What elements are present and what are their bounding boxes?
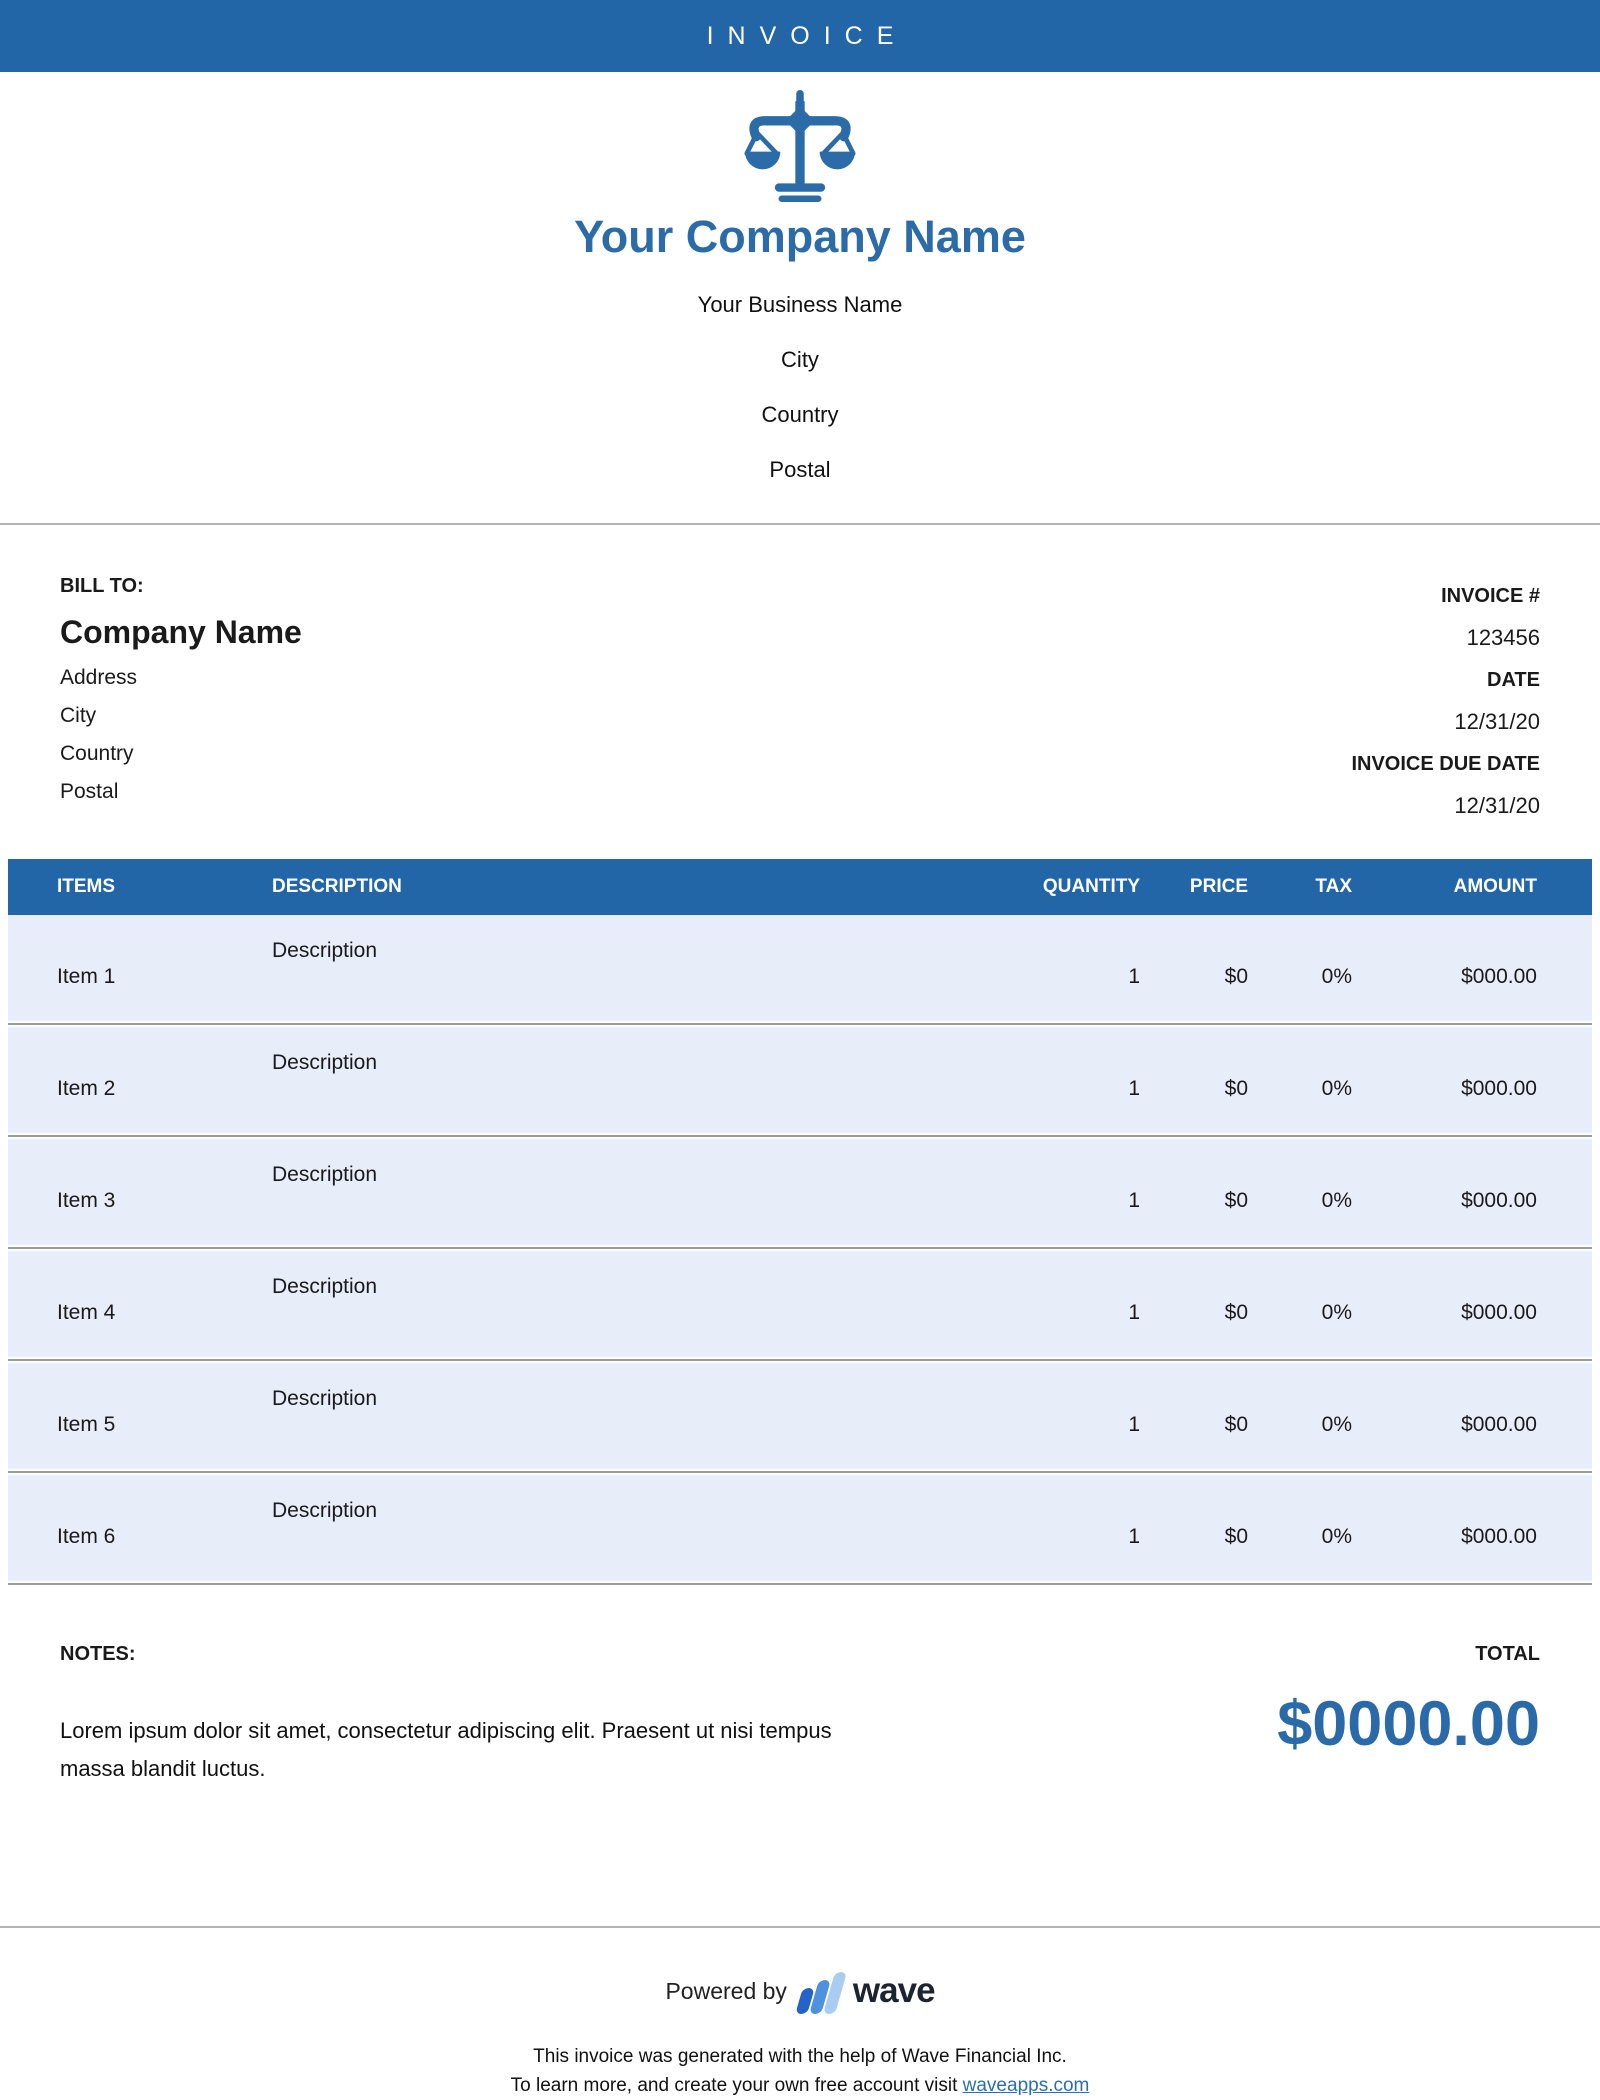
items-table — [8, 859, 1592, 1587]
row-item: Item 5 — [57, 1413, 116, 1436]
row-separator — [8, 1133, 1592, 1139]
table-row — [8, 1139, 1592, 1245]
powered-by-label: Powered by — [665, 1977, 787, 2004]
row-amount: $000.00 — [1461, 1189, 1537, 1212]
col-header-description: DESCRIPTION — [272, 876, 402, 897]
table-row — [8, 1251, 1592, 1357]
col-header-tax: TAX — [1315, 876, 1352, 897]
notes-text: Lorem ipsum dolor sit amet, consectetur adipiscing elit. Praesent ut nisi tempus massa blandit luctus. — [60, 1718, 832, 1781]
wave-logo-icon — [799, 1972, 841, 2014]
footer-divider — [0, 1926, 1600, 1928]
billing-section — [0, 525, 1600, 827]
row-separator — [8, 1469, 1592, 1475]
row-price: $0 — [1224, 1077, 1248, 1100]
row-price: $0 — [1224, 1301, 1248, 1324]
row-quantity: 1 — [1128, 1189, 1140, 1212]
company-name: Your Company Name — [574, 211, 1026, 262]
waveapps-link[interactable]: waveapps.com — [962, 2075, 1090, 2096]
row-price: $0 — [1224, 1189, 1248, 1212]
row-item: Item 1 — [57, 965, 116, 988]
row-tax: 0% — [1321, 1077, 1352, 1100]
row-price: $0 — [1224, 1525, 1248, 1548]
invoice-number-label: INVOICE # — [1441, 585, 1540, 607]
invoice-due-date-value: 12/31/20 — [1454, 793, 1540, 818]
bill-to-company: Company Name — [60, 614, 302, 650]
footer-line2 — [0, 2071, 1600, 2100]
row-quantity: 1 — [1128, 1077, 1140, 1100]
table-row — [8, 1027, 1592, 1133]
footer-line1: This invoice was generated with the help of Wave Financial Inc. — [533, 2046, 1067, 2067]
row-separator — [8, 1581, 1592, 1587]
row-quantity: 1 — [1128, 1301, 1140, 1324]
row-amount: $000.00 — [1461, 1413, 1537, 1436]
notes-label: NOTES: — [60, 1643, 136, 1665]
row-quantity: 1 — [1128, 965, 1140, 988]
row-amount: $000.00 — [1461, 1077, 1537, 1100]
col-header-price: PRICE — [1189, 876, 1248, 897]
total-amount: $0000.00 — [1277, 1689, 1540, 1759]
invoice-title-bar — [0, 0, 1600, 72]
items-table-header — [8, 859, 1592, 915]
row-description: Description — [272, 1499, 378, 1522]
table-row — [8, 1363, 1592, 1469]
notes-block — [60, 1643, 850, 1788]
row-amount: $000.00 — [1461, 965, 1537, 988]
row-description: Description — [272, 939, 378, 962]
row-price: $0 — [1224, 965, 1248, 988]
scales-of-justice-icon — [739, 90, 861, 202]
row-price: $0 — [1224, 1413, 1248, 1436]
row-quantity: 1 — [1128, 1413, 1140, 1436]
invoice-number-value: 123456 — [1466, 625, 1540, 650]
bill-to-country: Country — [60, 742, 134, 765]
total-block — [1277, 1643, 1540, 1788]
col-header-items: ITEMS — [57, 876, 116, 897]
row-tax: 0% — [1321, 1189, 1352, 1212]
row-tax: 0% — [1321, 1413, 1352, 1436]
powered-by-row — [0, 1970, 1600, 2012]
row-item: Item 4 — [57, 1301, 116, 1324]
row-separator — [8, 1245, 1592, 1251]
bill-to-block — [60, 575, 302, 827]
row-item: Item 2 — [57, 1077, 116, 1100]
row-amount: $000.00 — [1461, 1525, 1537, 1548]
table-row — [8, 915, 1592, 1021]
row-separator — [8, 1021, 1592, 1027]
bill-to-label: BILL TO: — [60, 575, 144, 597]
row-description: Description — [272, 1275, 378, 1298]
row-description: Description — [272, 1051, 378, 1074]
bill-to-address: Address — [60, 666, 138, 689]
company-header — [0, 72, 1600, 483]
row-tax: 0% — [1321, 965, 1352, 988]
company-city: City — [781, 347, 819, 372]
col-header-amount: AMOUNT — [1453, 876, 1537, 897]
row-quantity: 1 — [1128, 1525, 1140, 1548]
row-description: Description — [272, 1163, 378, 1186]
row-tax: 0% — [1321, 1525, 1352, 1548]
row-item: Item 3 — [57, 1189, 116, 1212]
invoice-date-value: 12/31/20 — [1454, 709, 1540, 734]
row-separator — [8, 1357, 1592, 1363]
company-postal: Postal — [769, 457, 831, 482]
invoice-meta-block — [1351, 575, 1540, 827]
invoice-due-date-label: INVOICE DUE DATE — [1351, 753, 1540, 775]
row-item: Item 6 — [57, 1525, 116, 1548]
table-row — [8, 1475, 1592, 1581]
summary-section — [0, 1587, 1600, 1788]
page-title: INVOICE — [706, 21, 908, 50]
company-business-name: Your Business Name — [697, 292, 903, 317]
footer-note — [0, 2042, 1600, 2100]
row-description: Description — [272, 1387, 378, 1410]
footer-line2-text: To learn more, and create your own free account visit — [510, 2075, 963, 2096]
row-amount: $000.00 — [1461, 1301, 1537, 1324]
bill-to-city: City — [60, 704, 97, 727]
company-country: Country — [761, 402, 839, 427]
bill-to-postal: Postal — [60, 780, 119, 803]
wave-wordmark: wave — [852, 1971, 935, 2010]
row-tax: 0% — [1321, 1301, 1352, 1324]
col-header-quantity: QUANTITY — [1042, 876, 1140, 897]
invoice-date-label: DATE — [1487, 669, 1540, 691]
total-label: TOTAL — [1475, 1643, 1540, 1665]
